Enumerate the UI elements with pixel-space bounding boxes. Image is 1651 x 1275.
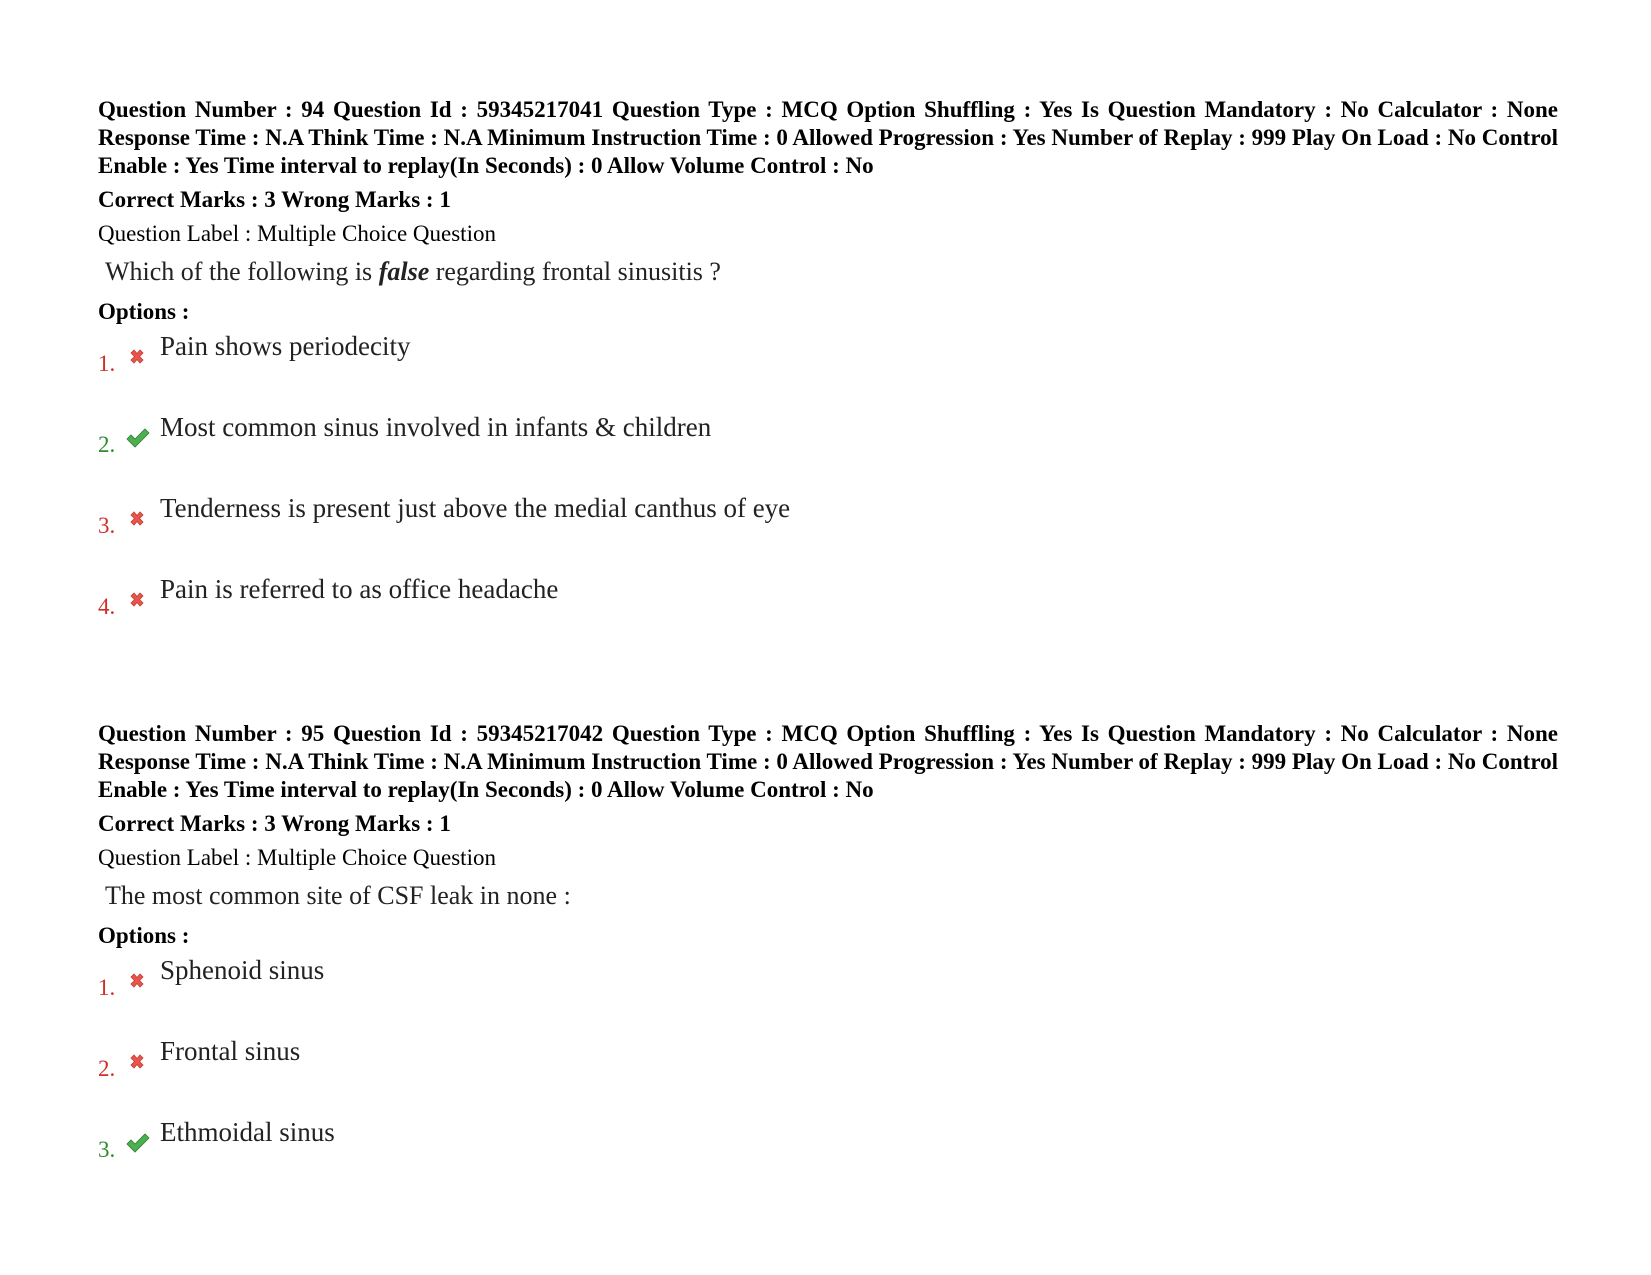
option-text: Frontal sinus [160, 1036, 301, 1066]
option-item [98, 488, 1558, 569]
option-number: 2. [98, 432, 116, 457]
option-item [98, 407, 1558, 488]
cross-icon [124, 1049, 150, 1075]
cross-icon [124, 506, 150, 532]
option-text: Pain is referred to as office headache [160, 574, 559, 604]
question-block-95 [98, 720, 1558, 1193]
question-meta: Question Number : 95 Question Id : 59345217042 Question Type : MCQ Option Shuffling : Yes Is Question Mandatory : No Calculator : None Response Time : N.A Think Time : N.A Minimum Instruction Time : 0 Allowed Progression : Yes Number of Replay : 999 Play On Load : No Control Enable : Yes Time interval to replay(In Seconds) : 0 Allow Volume Control : No [98, 721, 1558, 802]
option-text: Pain shows periodecity [160, 331, 411, 361]
option-item [98, 326, 1558, 407]
question-text-emphasis: false [378, 257, 430, 286]
check-icon [124, 1130, 150, 1156]
option-item [98, 1031, 1558, 1112]
question-text [105, 880, 1558, 912]
question-block-94 [98, 96, 1558, 650]
check-icon [124, 425, 150, 451]
question-text-before: Which of the following is [105, 257, 379, 286]
question-label: Question Label : Multiple Choice Question [98, 845, 496, 870]
cross-icon [124, 968, 150, 994]
option-number: 1. [98, 975, 116, 1000]
cross-icon [124, 344, 150, 370]
question-paper-page [98, 96, 1558, 1193]
question-spacer [98, 650, 1558, 720]
question-text [105, 256, 1558, 288]
option-item [98, 569, 1558, 650]
options-heading: Options : [98, 299, 190, 324]
question-text-before: The most common site of CSF leak in none : [105, 881, 571, 910]
option-number: 2. [98, 1056, 116, 1081]
option-text: Sphenoid sinus [160, 955, 325, 985]
question-label: Question Label : Multiple Choice Question [98, 221, 496, 246]
cross-icon [124, 587, 150, 613]
question-marks: Correct Marks : 3 Wrong Marks : 1 [98, 811, 451, 836]
option-text: Tenderness is present just above the medial canthus of eye [160, 493, 791, 523]
option-number: 4. [98, 594, 116, 619]
option-number: 3. [98, 513, 116, 538]
question-text-after: regarding frontal sinusitis ? [429, 257, 721, 286]
option-item [98, 1112, 1558, 1193]
options-heading: Options : [98, 923, 190, 948]
option-number: 3. [98, 1137, 116, 1162]
option-number: 1. [98, 351, 116, 376]
option-text: Ethmoidal sinus [160, 1117, 335, 1147]
question-meta: Question Number : 94 Question Id : 59345217041 Question Type : MCQ Option Shuffling : Yes Is Question Mandatory : No Calculator : None Response Time : N.A Think Time : N.A Minimum Instruction Time : 0 Allowed Progression : Yes Number of Replay : 999 Play On Load : No Control Enable : Yes Time interval to replay(In Seconds) : 0 Allow Volume Control : No [98, 97, 1558, 178]
question-marks: Correct Marks : 3 Wrong Marks : 1 [98, 187, 451, 212]
option-text: Most common sinus involved in infants & children [160, 412, 712, 442]
option-item [98, 950, 1558, 1031]
